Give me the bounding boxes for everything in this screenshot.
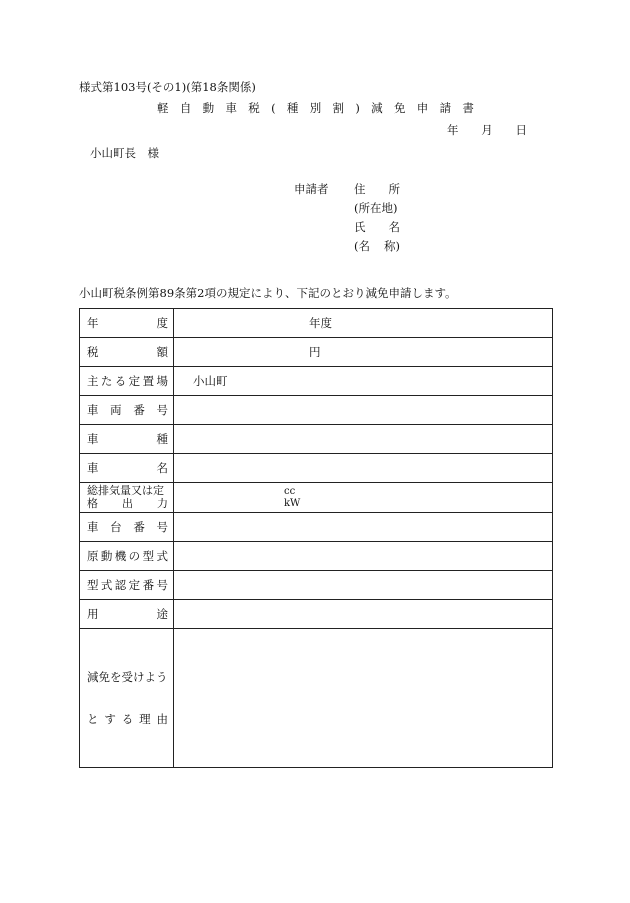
year-field[interactable] (174, 309, 553, 338)
row-displacement (80, 483, 553, 513)
application-table (79, 308, 553, 768)
vehicle-number-field[interactable] (174, 396, 553, 425)
tax-amount-value: 円 (309, 345, 321, 359)
displacement-field[interactable] (174, 483, 553, 513)
chassis-number-field[interactable] (174, 513, 553, 542)
engine-model-label: 原 動 機 の 型 式 (87, 549, 168, 563)
vehicle-name-label: 車 名 (87, 461, 168, 475)
displacement-unit-cc: cc (284, 486, 296, 497)
storage-place-value: 小山町 (193, 374, 228, 388)
address-label: 住 所 (354, 182, 400, 196)
displacement-label: 総排気量又は定 格 出 力 (87, 483, 168, 510)
usage-field[interactable] (174, 600, 553, 629)
row-type-approval (80, 571, 553, 600)
reason-label: 減免を受けよう と す る 理 由 (87, 670, 168, 726)
storage-place-field[interactable] (174, 367, 553, 396)
engine-model-field[interactable] (174, 542, 553, 571)
row-vehicle-number (80, 396, 553, 425)
tax-amount-field[interactable] (174, 338, 553, 367)
statement: 小山町税条例第89条第2項の規定により、下記のとおり減免申請します。 (79, 286, 457, 300)
row-vehicle-name (80, 454, 553, 483)
date-line: 年 月 日 (447, 123, 527, 137)
vehicle-number-label: 車 両 番 号 (87, 403, 168, 417)
vehicle-name-field[interactable] (174, 454, 553, 483)
row-vehicle-type (80, 425, 553, 454)
vehicle-type-field[interactable] (174, 425, 553, 454)
row-usage (80, 600, 553, 629)
form-number: 様式第103号(その1)(第18条関係) (79, 80, 256, 94)
row-engine-model (80, 542, 553, 571)
output-unit-kw: kW (284, 497, 301, 509)
name-label: 氏 名 (354, 220, 400, 234)
type-approval-field[interactable] (174, 571, 553, 600)
reason-field[interactable] (174, 629, 553, 768)
row-storage-place (80, 367, 553, 396)
row-chassis-number (80, 513, 553, 542)
row-reason (80, 629, 553, 768)
usage-label: 用 途 (87, 607, 168, 621)
address-sub-label: (所在地) (354, 201, 398, 215)
row-year (80, 309, 553, 338)
name-sub-label: (名 称) (354, 239, 400, 253)
storage-place-label: 主 た る 定 置 場 (87, 374, 168, 388)
type-approval-label: 型 式 認 定 番 号 (87, 578, 168, 592)
document-title: 軽 自 動 車 税 ( 種 別 割 ) 減 免 申 請 書 (157, 101, 474, 115)
tax-amount-label: 税 額 (87, 345, 168, 359)
applicant-label: 申請者 (294, 182, 329, 196)
vehicle-type-label: 車 種 (87, 432, 168, 446)
addressee: 小山町長 様 (90, 146, 159, 160)
row-tax-amount (80, 338, 553, 367)
year-value: 年度 (309, 316, 332, 330)
chassis-number-label: 車 台 番 号 (87, 520, 168, 534)
year-label: 年 度 (87, 316, 168, 330)
